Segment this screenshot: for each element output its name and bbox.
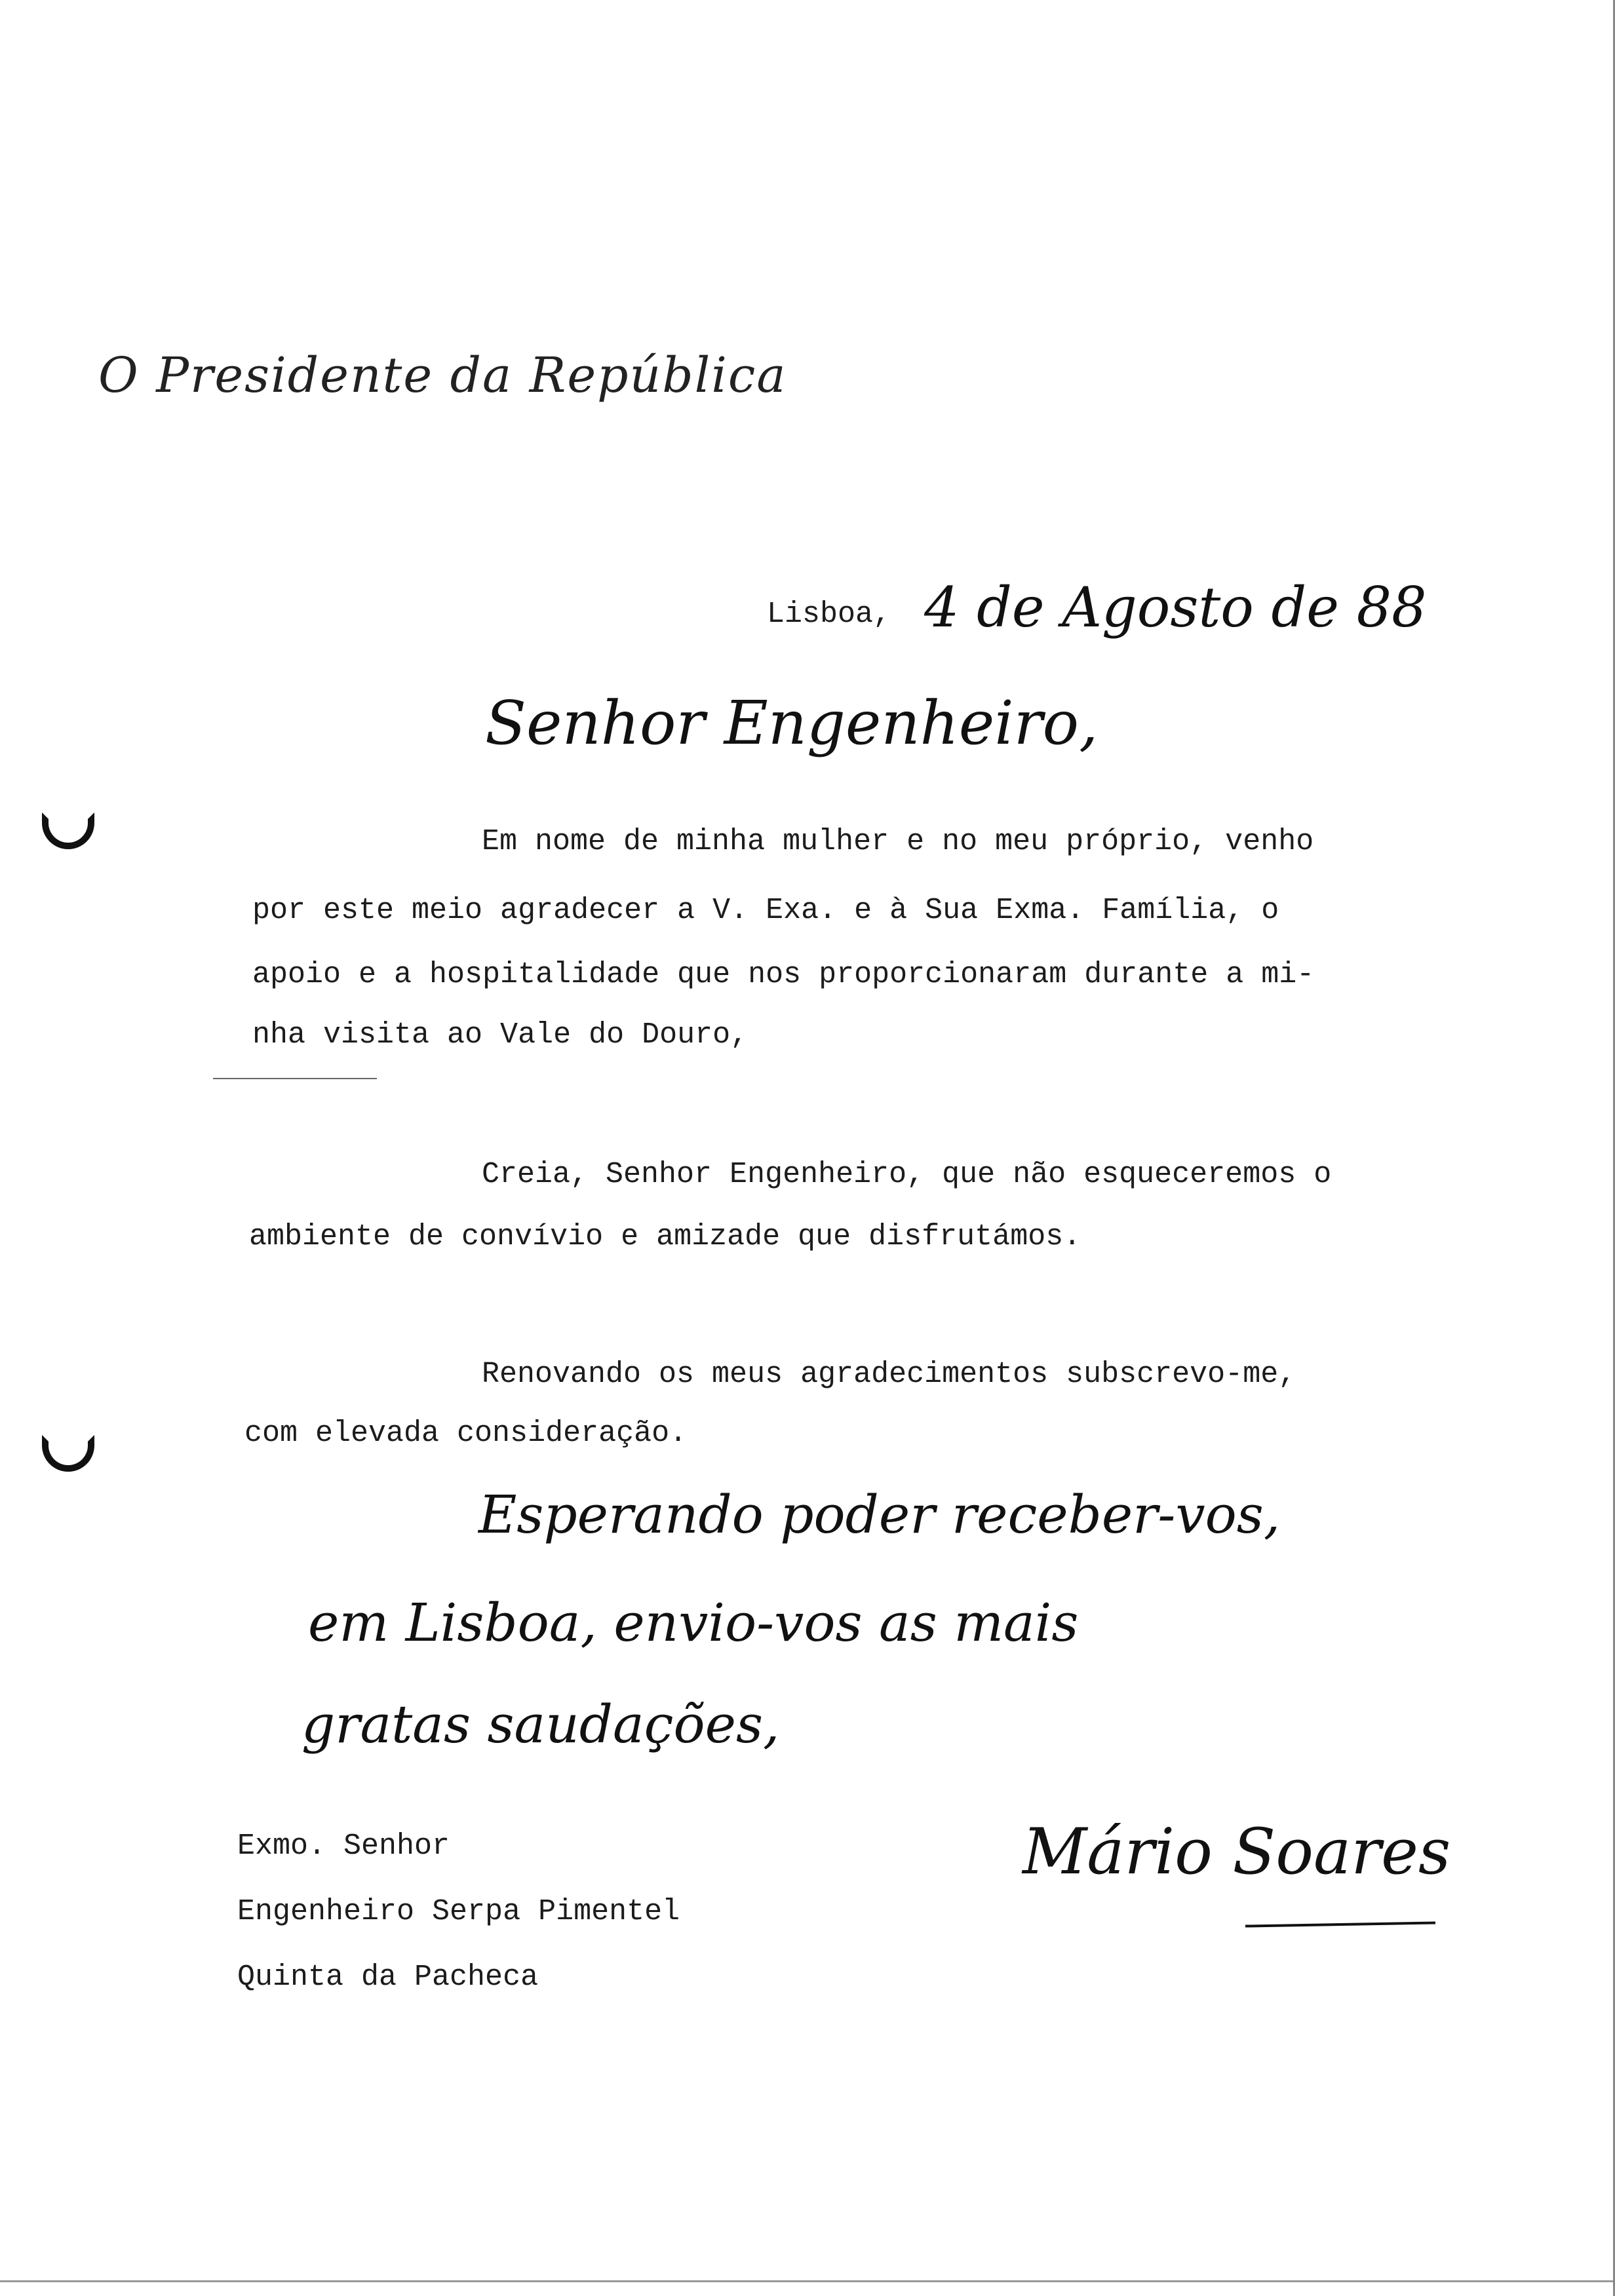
body-line: nha visita ao Vale do Douro, xyxy=(252,1018,749,1052)
handwritten-date: 4 de Agosto de 88 xyxy=(924,575,1427,640)
punch-hole-mark xyxy=(42,813,94,849)
body-line: ambiente de convívio e amizade que disfrutámos. xyxy=(249,1220,1081,1253)
handwritten-postscript-line: Esperando poder receber-vos, xyxy=(478,1484,1281,1545)
body-line: apoio e a hospitalidade que nos proporcionaram durante a mi- xyxy=(252,958,1315,991)
handwritten-postscript-line: gratas saudações, xyxy=(302,1694,780,1755)
signature: Mário Soares xyxy=(1022,1815,1451,1888)
stray-mark xyxy=(213,1078,377,1079)
body-line: com elevada consideração. xyxy=(244,1417,688,1450)
body-line: Em nome de minha mulher e no meu próprio, venho xyxy=(482,825,1314,858)
body-line: Renovando os meus agradecimentos subscrevo-me, xyxy=(482,1358,1296,1391)
salutation: Senhor Engenheiro, xyxy=(485,688,1099,758)
body-line: Creia, Senhor Engenheiro, que não esqueceremos o xyxy=(482,1158,1332,1191)
date-place: Lisboa, xyxy=(767,598,891,631)
addressee-line: Quinta da Pacheca xyxy=(237,1961,539,1994)
addressee-line: Exmo. Senhor xyxy=(237,1829,450,1863)
letterhead: O Presidente da República xyxy=(98,347,787,404)
signature-underline xyxy=(1245,1921,1435,1927)
addressee-line: Engenheiro Serpa Pimentel xyxy=(237,1895,680,1928)
handwritten-postscript-line: em Lisboa, envio-vos as mais xyxy=(308,1592,1079,1653)
body-line: por este meio agradecer a V. Exa. e à Sua Exma. Família, o xyxy=(252,894,1279,927)
page-bottom-edge xyxy=(0,2280,1615,2282)
punch-hole-mark xyxy=(42,1435,94,1472)
